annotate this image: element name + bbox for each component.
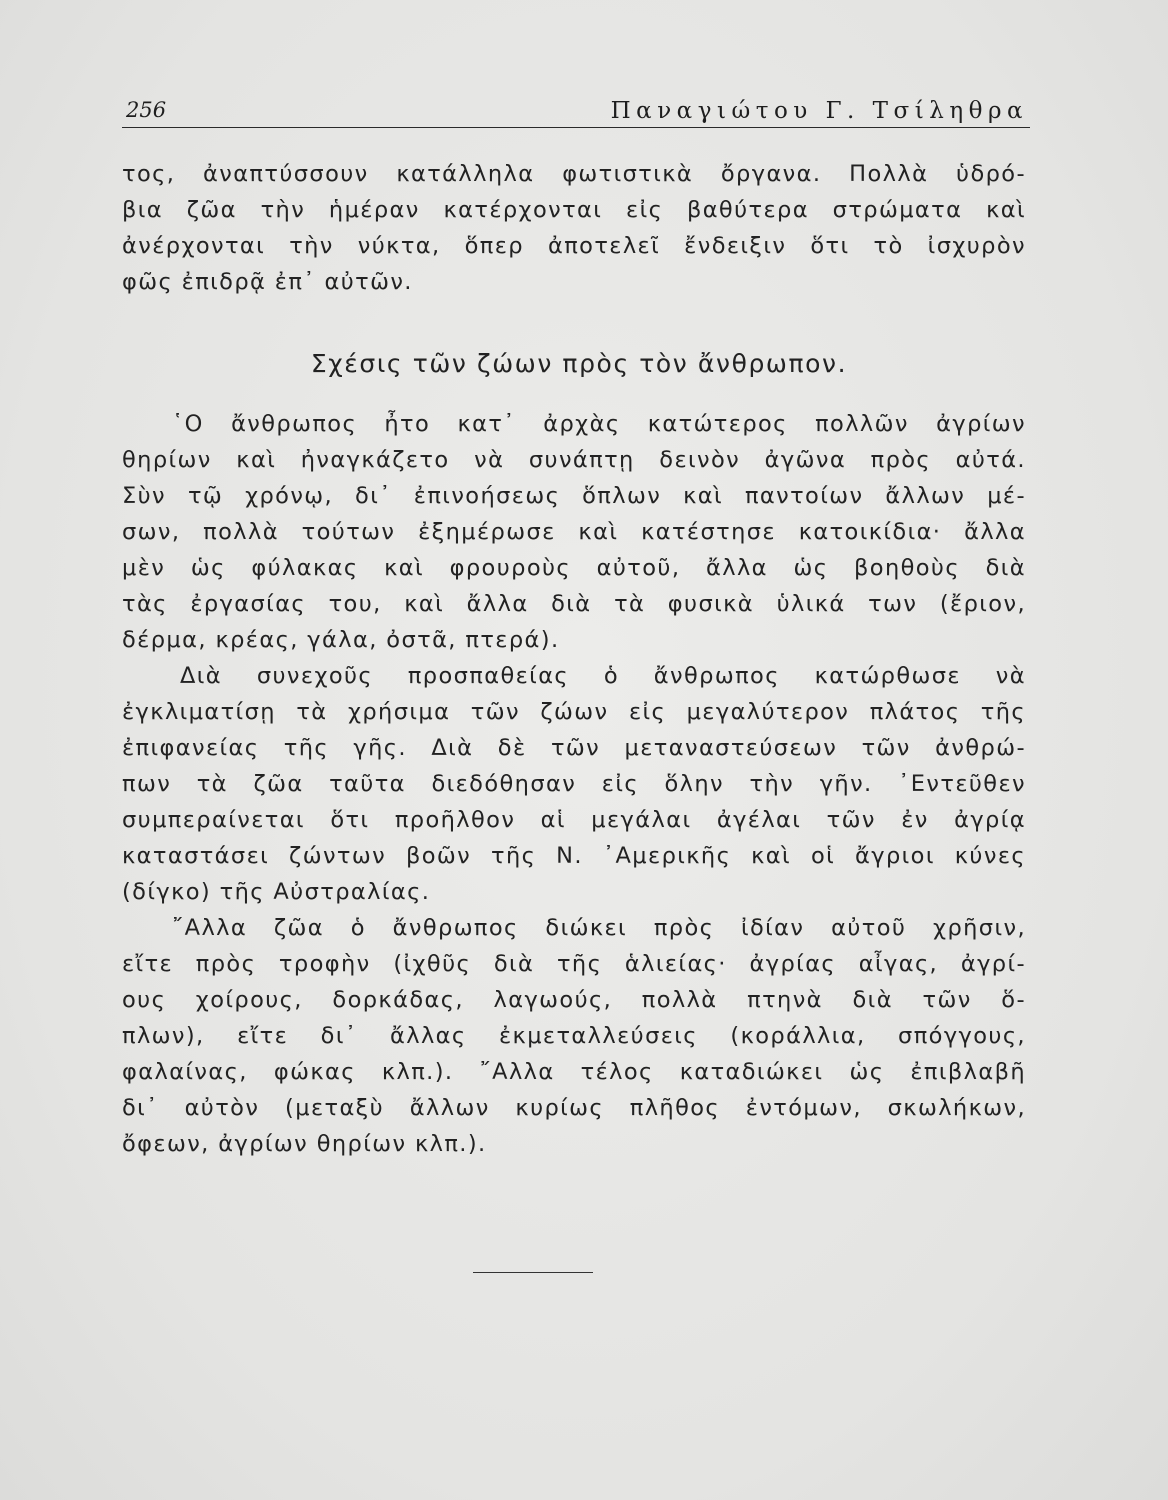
- page-number: 256: [126, 98, 167, 122]
- text-line: μὲν ὡς φύλακας καὶ φρουροὺς αὐτοῦ, ἄλλα ὡς βοηθοὺς διὰ: [122, 555, 1026, 581]
- text-line: πλων), εἴτε δι᾽ ἄλλας ἐκμεταλλεύσεις (κοράλλια, σπόγγους,: [122, 1023, 1026, 1049]
- text-line: θηρίων καὶ ἠναγκάζετο νὰ συνάπτῃ δεινὸν ἀγῶνα πρὸς αὐτά.: [122, 447, 1026, 473]
- text-line: ἐπιφανείας τῆς γῆς. Διὰ δὲ τῶν μεταναστεύσεων τῶν ἀνθρώ-: [122, 735, 1026, 761]
- text-line: ἀνέρχονται τὴν νύκτα, ὅπερ ἀποτελεῖ ἔνδειξιν ὅτι τὸ ἰσχυρὸν: [122, 233, 1026, 259]
- text-line: συμπεραίνεται ὅτι προῆλθον αἱ μεγάλαι ἀγέλαι τῶν ἐν ἀγρίᾳ: [122, 807, 1026, 833]
- text-line: δέρμα, κρέας, γάλα, ὀστᾶ, πτερά).: [122, 627, 560, 653]
- text-line: Διὰ συνεχοῦς προσπαθείας ὁ ἄνθρωπος κατώρθωσε νὰ: [180, 663, 1026, 689]
- text-line: δι᾽ αὐτὸν (μεταξὺ ἄλλων κυρίως πλῆθος ἐντόμων, σκωλήκων,: [122, 1095, 1026, 1121]
- text-line: (δίγκο) τῆς Αὐστραλίας.: [122, 879, 431, 905]
- text-line: ῎Αλλα ζῶα ὁ ἄνθρωπος διώκει πρὸς ἰδίαν αὐτοῦ χρῆσιν,: [172, 915, 1026, 941]
- text-line: ὄφεων, ἀγρίων θηρίων κλπ.).: [122, 1131, 487, 1157]
- text-line: βια ζῶα τὴν ἡμέραν κατέρχονται εἰς βαθύτερα στρώματα καὶ: [122, 197, 1026, 223]
- text-line: τος, ἀναπτύσσουν κατάλληλα φωτιστικὰ ὄργανα. Πολλὰ ὑδρό-: [122, 161, 1026, 187]
- text-line: φαλαίνας, φώκας κλπ.). ῎Αλλα τέλος καταδιώκει ὡς ἐπιβλαβῆ: [122, 1059, 1026, 1085]
- header-rule: [122, 127, 1030, 128]
- section-heading: Σχέσις τῶν ζώων πρὸς τὸν ἄνθρωπον.: [310, 349, 848, 378]
- text-line: εἴτε πρὸς τροφὴν (ἰχθῦς διὰ τῆς ἁλιείας· ἀγρίας αἶγας, ἀγρί-: [122, 951, 1026, 977]
- paragraph-2: [122, 406, 1026, 658]
- text-line: ῾Ο ἄνθρωπος ἦτο κατ᾽ ἀρχὰς κατώτερος πολλῶν ἀγρίων: [172, 411, 1026, 437]
- spacer: [122, 300, 1026, 336]
- end-rule: [473, 1272, 593, 1273]
- running-head: Παναγιώτου Γ. Τσίληθρα: [610, 98, 1028, 124]
- paragraph-3: [122, 658, 1026, 910]
- page-body: [122, 156, 1026, 1162]
- text-line: σων, πολλὰ τούτων ἐξημέρωσε καὶ κατέστησε κατοικίδια· ἄλλα: [122, 519, 1026, 545]
- text-line: ους χοίρους, δορκάδας, λαγωούς, πολλὰ πτηνὰ διὰ τῶν ὅ-: [122, 987, 1026, 1013]
- paragraph-1: [122, 156, 1026, 300]
- page-header: [122, 94, 1032, 130]
- paragraph-4: [122, 910, 1026, 1162]
- text-line: καταστάσει ζώντων βοῶν τῆς Ν. ᾿Αμερικῆς καὶ οἱ ἄγριοι κύνες: [122, 843, 1026, 869]
- text-line: Σὺν τῷ χρόνῳ, δι᾽ ἐπινοήσεως ὅπλων καὶ παντοίων ἄλλων μέ-: [122, 483, 1026, 509]
- text-line: ἐγκλιματίσῃ τὰ χρήσιμα τῶν ζώων εἰς μεγαλύτερον πλάτος τῆς: [122, 699, 1026, 725]
- spacer: [122, 392, 1026, 406]
- text-line: τὰς ἐργασίας του, καὶ ἄλλα διὰ τὰ φυσικὰ ὑλικά των (ἔριον,: [122, 591, 1026, 617]
- text-line: πων τὰ ζῶα ταῦτα διεδόθησαν εἰς ὅλην τὴν γῆν. ᾿Εντεῦθεν: [122, 771, 1026, 797]
- text-line: φῶς ἐπιδρᾷ ἐπ᾽ αὐτῶν.: [122, 269, 413, 295]
